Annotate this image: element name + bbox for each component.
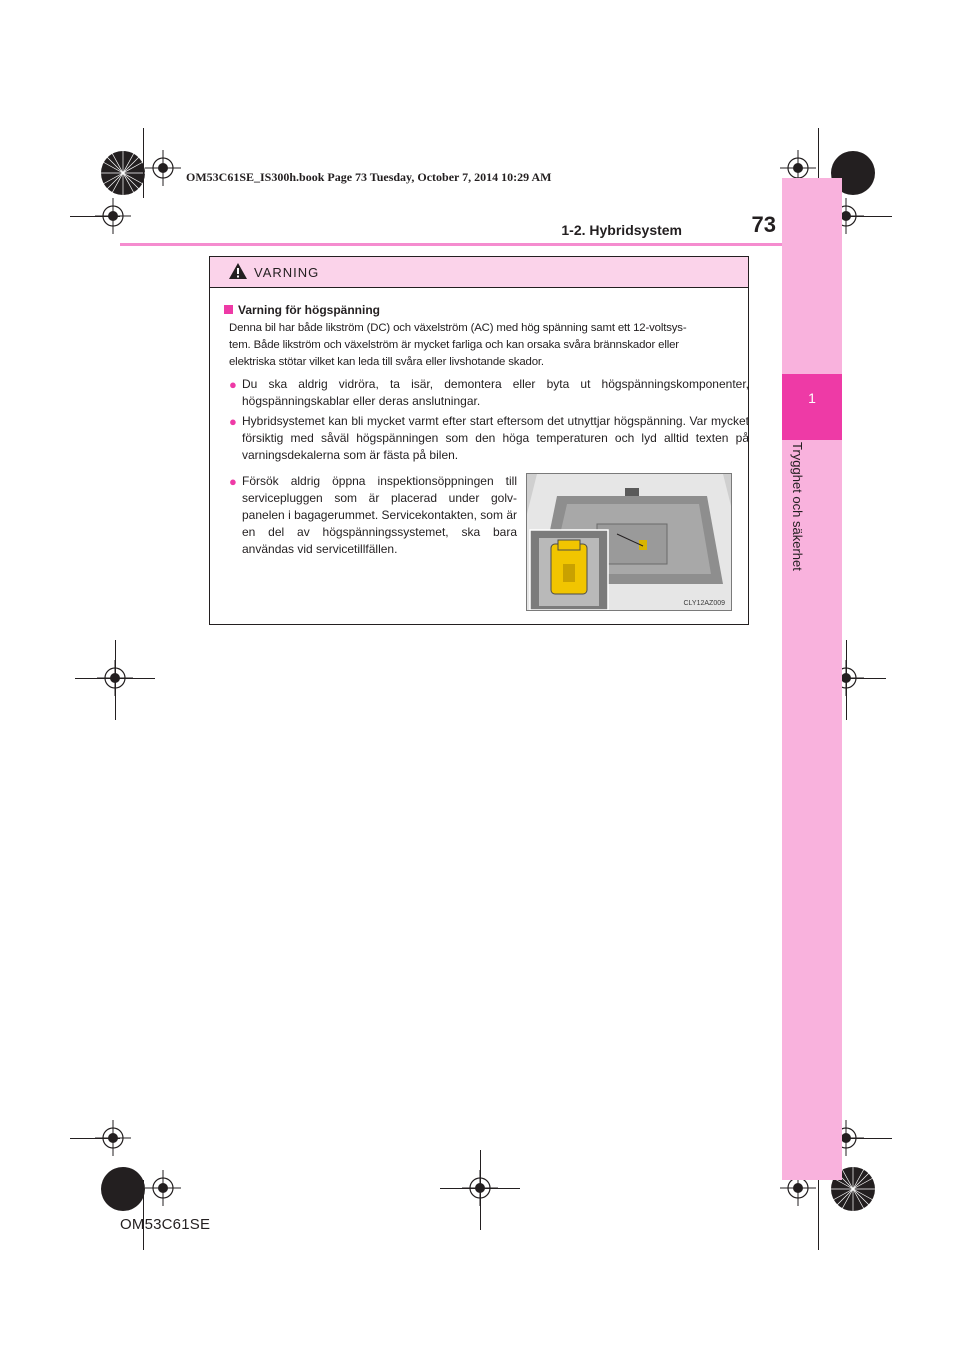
warning-paragraph — [229, 320, 744, 371]
crop-line — [440, 1188, 520, 1189]
image-code: CLY12AZ009 — [683, 600, 725, 607]
warning-subtitle: Varning för högspänning — [224, 303, 380, 317]
crop-line — [842, 216, 892, 217]
square-bullet-icon — [224, 305, 233, 314]
registration-mark-bottom-left — [100, 1166, 146, 1212]
manual-code: OM53C61SE — [120, 1216, 211, 1233]
chapter-number: 1 — [808, 390, 816, 406]
crop-line — [115, 640, 116, 720]
header-rule — [120, 243, 782, 246]
crop-line — [70, 1138, 120, 1139]
warning-label: VARNING — [254, 265, 320, 280]
chapter-tab-strip — [782, 178, 842, 1180]
bullet-dot-icon: ● — [229, 474, 237, 489]
bullet-dot-icon: ● — [229, 377, 237, 392]
registration-mark-top-left — [100, 150, 146, 196]
warning-triangle-icon — [228, 262, 248, 285]
bullet-item — [229, 473, 517, 558]
crop-line — [480, 1150, 481, 1230]
chapter-tab-active[interactable] — [782, 374, 842, 440]
bullet-item — [229, 376, 749, 410]
page-number: 73 — [751, 212, 776, 237]
crop-line — [70, 216, 120, 217]
crop-line — [143, 1180, 144, 1250]
crop-line — [818, 1180, 819, 1250]
bullet-item — [229, 413, 749, 464]
luggage-compartment-photo — [526, 473, 732, 611]
bullet-text: Försök aldrig öppna inspektionsöppningen till servicepluggen som är placerad under golv-panelen i bagagerummet. Servicekontakten, som är en del av högspänningssystemet, ska bara användas vid servicetillfällen. — [242, 474, 517, 556]
print-slug: OM53C61SE_IS300h.book Page 73 Tuesday, October 7, 2014 10:29 AM — [186, 170, 552, 184]
chapter-title-vertical — [790, 442, 820, 602]
crop-line — [842, 1138, 892, 1139]
crosshair-mark — [145, 150, 181, 186]
paragraph-line: Denna bil har både likström (DC) och växelström (AC) med hög spänning samt ett 12-voltsys- — [229, 322, 687, 334]
bullet-dot-icon: ● — [229, 414, 237, 429]
section-title: 1-2. Hybridsystem — [561, 222, 682, 238]
bullet-text: Du ska aldrig vidröra, ta isär, demontera eller byta ut högspänningskomponenter, högspänningskablar eller deras anslutningar. — [242, 377, 749, 408]
chapter-title: Trygghet och säkerhet — [790, 442, 805, 571]
warning-box — [209, 256, 749, 625]
paragraph-line: tem. Både likström och växelström är mycket farliga och kan orsaka svåra brännskador eller — [229, 339, 679, 351]
bullet-text: Hybridsystemet kan bli mycket varmt efter start eftersom det utnyttjar högspänning. Var mycket försiktig med såväl högspänningen som den höga temperaturen och lyd alltid texten på varningsdekalerna som är fästa på bilen. — [242, 414, 749, 462]
crop-line — [846, 640, 847, 720]
warning-header — [210, 257, 748, 288]
crop-line — [75, 678, 155, 679]
crop-line — [143, 128, 144, 198]
paragraph-line: elektriska stötar vilket kan leda till svåra eller livshotande skador. — [229, 356, 544, 368]
crosshair-mark — [145, 1170, 181, 1206]
